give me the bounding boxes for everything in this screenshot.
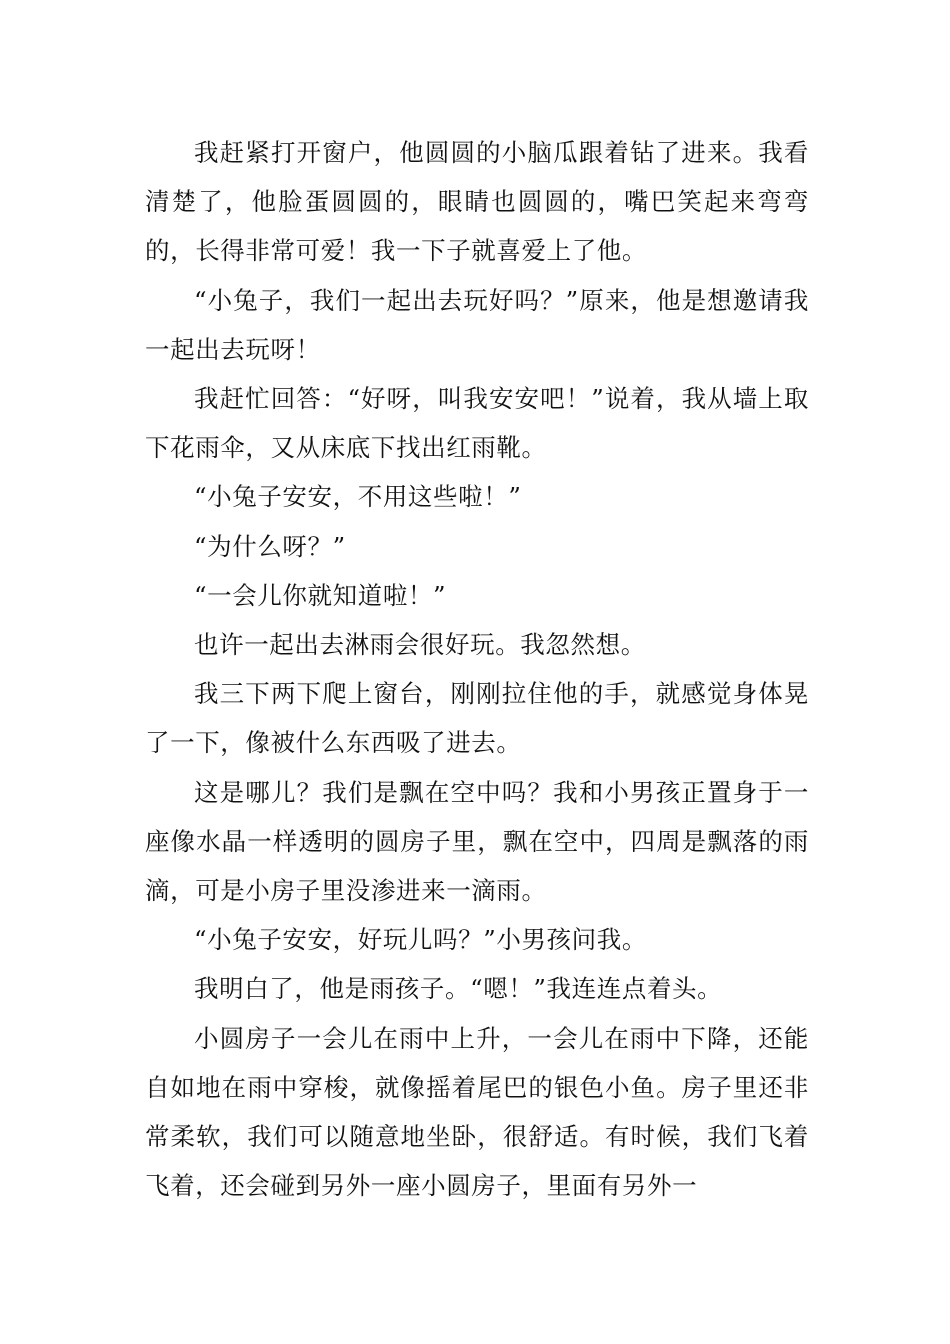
paragraph-7: 也许一起出去淋雨会很好玩。我忽然想。 (194, 630, 646, 660)
paragraph-9: 这是哪儿？我们是飘在空中吗？我和小男孩正置身于一座像水晶一样透明的圆房子里，飘在空中，四周是飘落的雨滴，可是小房子里没渗进来一滴雨。 (145, 777, 809, 906)
document-body (145, 128, 809, 1210)
paragraph-11: 我明白了，他是雨孩子。“嗯！”我连连点着头。 (194, 974, 723, 1004)
paragraph-4: “小兔子安安，不用这些啦！” (194, 482, 522, 512)
paragraph-10: “小兔子安安，好玩儿吗？”小男孩问我。 (194, 925, 647, 955)
paragraph-1: 我赶紧打开窗户，他圆圆的小脑瓜跟着钻了进来。我看清楚了，他脸蛋圆圆的，眼睛也圆圆的，嘴巴笑起来弯弯的，长得非常可爱！我一下子就喜爱上了他。 (145, 138, 809, 266)
paragraph-8: 我三下两下爬上窗台，刚刚拉住他的手，就感觉身体晃了一下，像被什么东西吸了进去。 (145, 679, 809, 758)
paragraph-2: “小兔子，我们一起出去玩好吗？”原来，他是想邀请我一起出去玩呀！ (145, 285, 809, 364)
paragraph-5: “为什么呀？” (194, 531, 346, 561)
paragraph-3: 我赶忙回答：“好呀，叫我安安吧！”说着，我从墙上取下花雨伞，又从床底下找出红雨靴。 (145, 384, 809, 463)
paragraph-12: 小圆房子一会儿在雨中上升，一会儿在雨中下降，还能自如地在雨中穿梭，就像摇着尾巴的银色小鱼。房子里还非常柔软，我们可以随意地坐卧，很舒适。有时候，我们飞着飞着，还会碰到另外一座小圆房子，里面有另外一 (145, 1023, 809, 1201)
paragraph-6: “一会儿你就知道啦！” (194, 580, 447, 610)
